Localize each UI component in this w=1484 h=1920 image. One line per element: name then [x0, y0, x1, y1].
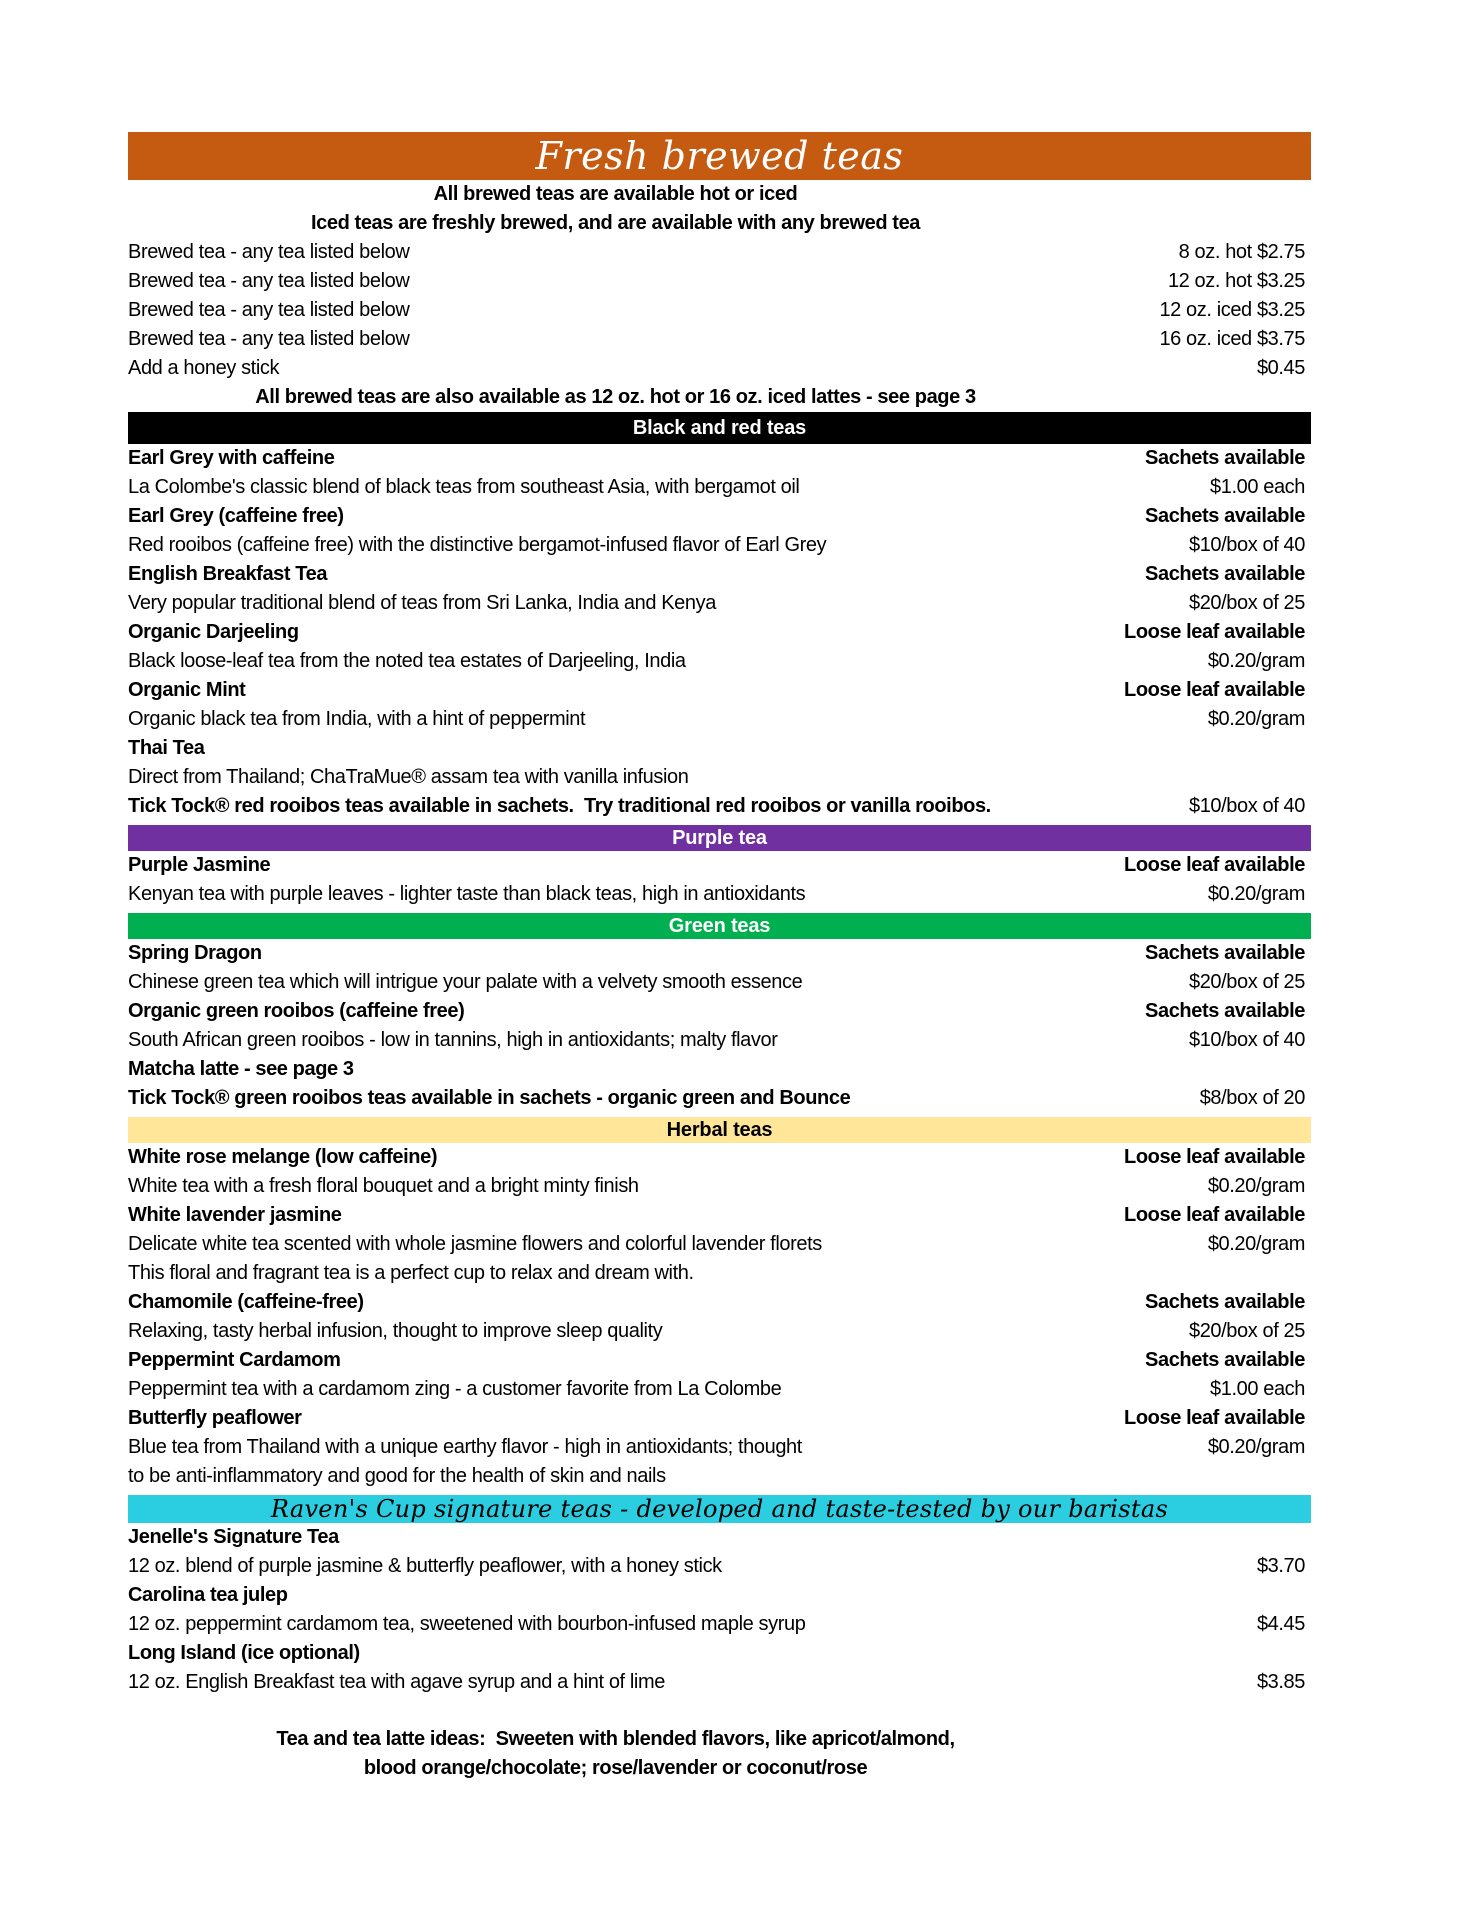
item-text: Peppermint tea with a cardamom zing - a customer favorite from La Colombe [128, 1378, 782, 1400]
menu-row [128, 618, 1311, 647]
item-text: White lavender jasmine [128, 1204, 342, 1226]
menu-row [128, 1433, 1311, 1462]
item-price: $10/box of 40 [1188, 534, 1305, 556]
item-price: $0.20/gram [1207, 650, 1305, 672]
item-price: Sachets available [1145, 1291, 1305, 1313]
item-text: Organic black tea from India, with a hint of peppermint [128, 708, 586, 730]
menu-row [128, 1317, 1311, 1346]
menu-row [128, 589, 1311, 618]
item-text: 12 oz. English Breakfast tea with agave syrup and a hint of lime [128, 1671, 665, 1693]
item-price: 12 oz. hot $3.25 [1167, 270, 1305, 292]
item-text: Red rooibos (caffeine free) with the distinctive bergamot-infused flavor of Earl Grey [128, 534, 827, 556]
section-header: Black and red teas [128, 412, 1311, 444]
item-text: Earl Grey (caffeine free) [128, 505, 344, 527]
menu-row [128, 1055, 1311, 1084]
menu-row [128, 354, 1311, 383]
item-price: $0.20/gram [1207, 1233, 1305, 1255]
menu-row [128, 473, 1311, 502]
item-text: Chamomile (caffeine-free) [128, 1291, 364, 1313]
menu-row [128, 734, 1311, 763]
item-text: Add a honey stick [128, 357, 280, 379]
sections [128, 412, 1311, 1697]
item-price: $0.45 [1256, 357, 1305, 379]
item-text: Long Island (ice optional) [128, 1642, 360, 1664]
item-price: $1.00 each [1210, 476, 1305, 498]
item-text: Carolina tea julep [128, 1584, 288, 1606]
item-price: $1.00 each [1210, 1378, 1305, 1400]
menu-row [128, 792, 1311, 821]
menu-row [128, 1462, 1311, 1491]
item-price: $0.20/gram [1207, 708, 1305, 730]
item-price: $20/box of 25 [1188, 592, 1305, 614]
item-text: Blue tea from Thailand with a unique earthy flavor - high in antioxidants; thought [128, 1436, 802, 1458]
menu-title: Fresh brewed teas [535, 134, 904, 178]
item-price: $3.85 [1256, 1671, 1305, 1693]
item-price: Sachets available [1145, 942, 1305, 964]
item-price: $20/box of 25 [1188, 1320, 1305, 1342]
menu-row [128, 296, 1311, 325]
item-text: Brewed tea - any tea listed below [128, 241, 410, 263]
menu-row [128, 939, 1311, 968]
item-text: Peppermint Cardamom [128, 1349, 341, 1371]
menu-row [128, 1084, 1311, 1113]
item-text: White tea with a fresh floral bouquet and a bright minty finish [128, 1175, 639, 1197]
item-text: Direct from Thailand; ChaTraMue® assam tea with vanilla infusion [128, 766, 689, 788]
item-price: Loose leaf available [1124, 621, 1305, 643]
item-text: to be anti-inflammatory and good for the health of skin and nails [128, 1465, 666, 1487]
item-text: White rose melange (low caffeine) [128, 1146, 438, 1168]
menu-row [128, 531, 1311, 560]
section-header: Green teas [128, 913, 1311, 939]
item-text: 12 oz. blend of purple jasmine & butterfly peaflower, with a honey stick [128, 1555, 722, 1577]
menu-row [128, 1523, 1311, 1552]
menu-row [128, 1288, 1311, 1317]
item-price: $20/box of 25 [1188, 971, 1305, 993]
section-header: Herbal teas [128, 1117, 1311, 1143]
item-text: Matcha latte - see page 3 [128, 1058, 354, 1080]
menu-row [128, 1172, 1311, 1201]
item-text: This floral and fragrant tea is a perfect cup to relax and dream with. [128, 1262, 694, 1284]
item-price: Sachets available [1145, 563, 1305, 585]
item-price: Loose leaf available [1124, 679, 1305, 701]
item-text: Organic Darjeeling [128, 621, 299, 643]
item-text: Purple Jasmine [128, 854, 271, 876]
menu-row [128, 880, 1311, 909]
intro-rows [128, 180, 1311, 412]
item-price: $0.20/gram [1207, 1436, 1305, 1458]
menu-row [128, 1581, 1311, 1610]
item-text: English Breakfast Tea [128, 563, 328, 585]
menu-row [128, 1610, 1311, 1639]
menu-row [128, 238, 1311, 267]
item-text: Earl Grey with caffeine [128, 447, 335, 469]
item-text: Organic green rooibos (caffeine free) [128, 1000, 465, 1022]
item-price: Sachets available [1145, 447, 1305, 469]
footer-note [128, 1725, 1311, 1783]
menu-row [128, 647, 1311, 676]
section-header: Raven's Cup signature teas - developed and taste-tested by our baristas [128, 1495, 1311, 1523]
item-text: Tick Tock® green rooibos teas available in sachets - organic green and Bounce [128, 1087, 851, 1109]
item-text: Tick Tock® red rooibos teas available in sachets. Try traditional red rooibos or vanilla rooibos. [128, 795, 991, 817]
menu-row [128, 1404, 1311, 1433]
menu-row [128, 763, 1311, 792]
menu-row [128, 325, 1311, 354]
menu-row [128, 267, 1311, 296]
menu-row [128, 1230, 1311, 1259]
menu-row: Iced teas are freshly brewed, and are available with any brewed tea [310, 212, 921, 234]
item-price: Sachets available [1145, 505, 1305, 527]
menu-row [128, 1143, 1311, 1172]
menu-row [128, 1201, 1311, 1230]
item-text: Very popular traditional blend of teas from Sri Lanka, India and Kenya [128, 592, 716, 614]
item-price: Loose leaf available [1124, 1146, 1305, 1168]
item-price: 8 oz. hot $2.75 [1178, 241, 1305, 263]
item-price: $0.20/gram [1207, 883, 1305, 905]
menu-row [128, 1552, 1311, 1581]
menu-title-bar [128, 132, 1311, 180]
menu-row [128, 676, 1311, 705]
item-price: $4.45 [1256, 1613, 1305, 1635]
item-price: $10/box of 40 [1188, 795, 1305, 817]
item-text: Organic Mint [128, 679, 246, 701]
item-text: South African green rooibos - low in tannins, high in antioxidants; malty flavor [128, 1029, 778, 1051]
footer-line-1: Tea and tea latte ideas: Sweeten with blended flavors, like apricot/almond, [276, 1728, 955, 1750]
item-price: Loose leaf available [1124, 1204, 1305, 1226]
item-text: Chinese green tea which will intrigue your palate with a velvety smooth essence [128, 971, 803, 993]
item-text: Brewed tea - any tea listed below [128, 299, 410, 321]
item-price: $3.70 [1256, 1555, 1305, 1577]
item-price: $10/box of 40 [1188, 1029, 1305, 1051]
item-price: $0.20/gram [1207, 1175, 1305, 1197]
item-text: 12 oz. peppermint cardamom tea, sweetened with bourbon-infused maple syrup [128, 1613, 806, 1635]
menu-row [128, 1668, 1311, 1697]
item-text: Black loose-leaf tea from the noted tea estates of Darjeeling, India [128, 650, 686, 672]
item-price: 12 oz. iced $3.25 [1159, 299, 1305, 321]
menu-row [128, 1375, 1311, 1404]
menu-row [128, 1346, 1311, 1375]
menu-row [128, 851, 1311, 880]
item-text: Relaxing, tasty herbal infusion, thought to improve sleep quality [128, 1320, 663, 1342]
item-text: Kenyan tea with purple leaves - lighter taste than black teas, high in antioxidants [128, 883, 806, 905]
item-price: $8/box of 20 [1199, 1087, 1305, 1109]
item-price: 16 oz. iced $3.75 [1159, 328, 1305, 350]
menu-row [128, 1639, 1311, 1668]
menu-row: All brewed teas are also available as 12 oz. hot or 16 oz. iced lattes - see page 3 [255, 386, 976, 408]
menu-row [128, 1259, 1311, 1288]
footer-line-2: blood orange/chocolate; rose/lavender or coconut/rose [363, 1757, 868, 1779]
item-price: Sachets available [1145, 1349, 1305, 1371]
menu-row: All brewed teas are available hot or iced [433, 183, 798, 205]
item-price: Loose leaf available [1124, 1407, 1305, 1429]
item-text: Spring Dragon [128, 942, 262, 964]
item-price: Sachets available [1145, 1000, 1305, 1022]
item-text: Brewed tea - any tea listed below [128, 270, 410, 292]
menu-row [128, 560, 1311, 589]
item-text: La Colombe's classic blend of black teas from southeast Asia, with bergamot oil [128, 476, 800, 498]
section-header: Purple tea [128, 825, 1311, 851]
item-text: Delicate white tea scented with whole jasmine flowers and colorful lavender florets [128, 1233, 822, 1255]
menu-row [128, 997, 1311, 1026]
item-text: Jenelle's Signature Tea [128, 1526, 339, 1548]
menu-row [128, 705, 1311, 734]
item-price: Loose leaf available [1124, 854, 1305, 876]
item-text: Butterfly peaflower [128, 1407, 302, 1429]
menu-row [128, 444, 1311, 473]
item-text: Brewed tea - any tea listed below [128, 328, 410, 350]
menu-row [128, 502, 1311, 531]
item-text: Thai Tea [128, 737, 205, 759]
menu-row [128, 1026, 1311, 1055]
tea-menu-page [128, 132, 1311, 1783]
menu-row [128, 968, 1311, 997]
